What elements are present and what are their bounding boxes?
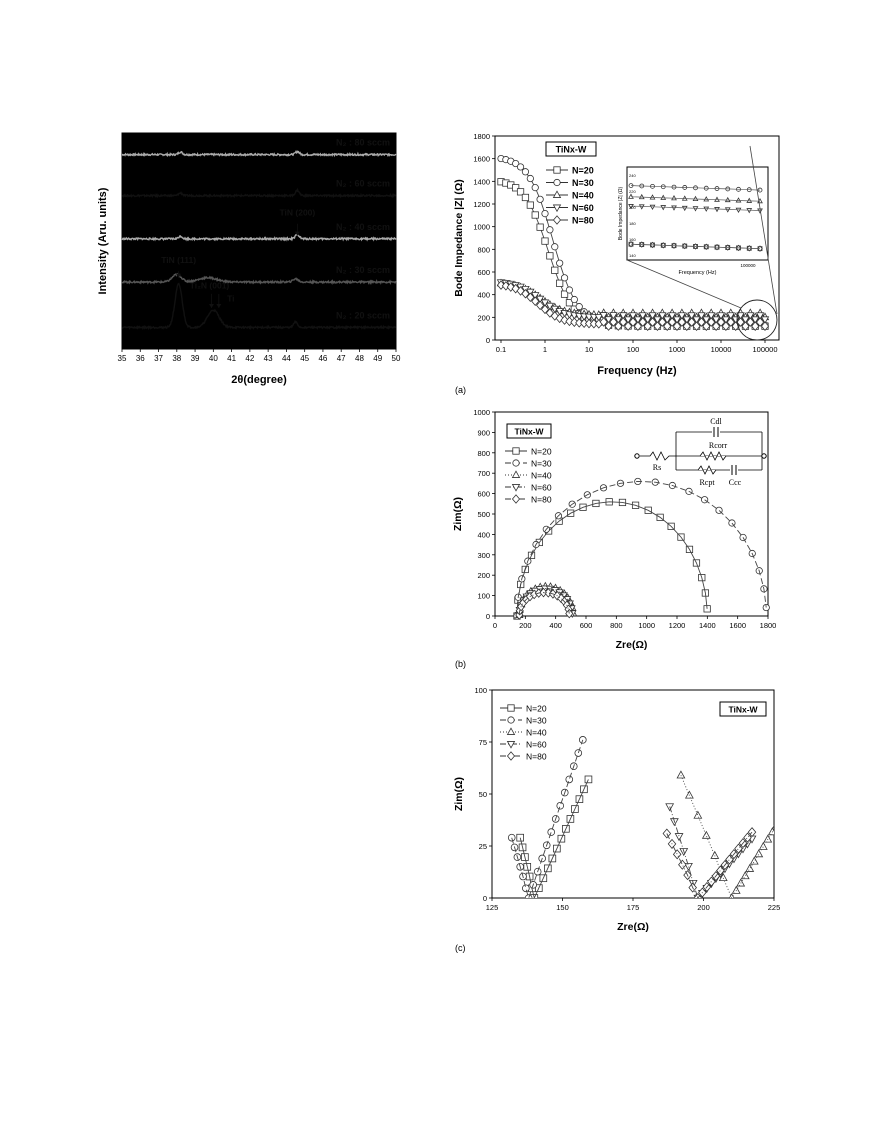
legend-title: TiNx-W bbox=[514, 426, 544, 437]
zoom-y-axis-label: Zim(Ω) bbox=[453, 776, 465, 812]
inset-y-tick: 140 bbox=[629, 253, 636, 258]
bode-marker bbox=[576, 303, 582, 309]
bode-marker bbox=[522, 169, 528, 175]
legend-label: N=80 bbox=[531, 494, 552, 505]
legend-title: TiNx-W bbox=[728, 704, 758, 715]
circuit-label: Rs bbox=[652, 463, 662, 472]
bode-marker bbox=[537, 196, 543, 202]
xrd-annotation: TiN (111) bbox=[161, 254, 197, 265]
x-tick-label: 225 bbox=[767, 903, 781, 912]
x-tick-label: 800 bbox=[610, 621, 623, 630]
circuit-label: Ccc bbox=[728, 478, 742, 487]
legend-label: N=80 bbox=[526, 751, 547, 762]
legend-marker bbox=[508, 705, 514, 711]
y-tick-label: 700 bbox=[477, 469, 490, 479]
x-tick-label: 43 bbox=[263, 354, 273, 363]
y-tick-label: 1800 bbox=[473, 132, 490, 141]
x-tick-label: 125 bbox=[485, 903, 499, 912]
x-tick-label: 49 bbox=[373, 354, 383, 363]
x-tick-label: 38 bbox=[172, 354, 182, 363]
circuit-terminal bbox=[762, 454, 766, 458]
nyquist-zoom-chart bbox=[453, 686, 790, 953]
circuit-label: Cdl bbox=[710, 417, 722, 426]
x-tick-label: 40 bbox=[208, 354, 218, 363]
y-tick-label: 0 bbox=[485, 612, 490, 621]
circuit-label: Rcorr bbox=[708, 441, 728, 450]
x-tick-label: 36 bbox=[135, 354, 145, 363]
xrd-annotation: Ti₂N (001) bbox=[189, 280, 230, 291]
x-tick-label: 200 bbox=[519, 621, 532, 630]
x-tick-label: 1200 bbox=[668, 621, 686, 630]
legend-label: N=60 bbox=[531, 482, 552, 493]
legend-label: N=30 bbox=[531, 458, 552, 469]
x-tick-label: 0 bbox=[492, 621, 498, 630]
x-tick-label: 50 bbox=[391, 354, 401, 363]
xrd-y-axis-label: Intensity (Aru. units) bbox=[97, 187, 109, 295]
inset-y-label: Bode Impedance |Z| (Ω) bbox=[618, 186, 624, 241]
bode-marker bbox=[542, 210, 548, 216]
bode-marker bbox=[556, 280, 562, 286]
x-tick-label: 45 bbox=[300, 354, 310, 363]
y-tick-label: 100 bbox=[474, 686, 487, 695]
legend-label: N=60 bbox=[526, 739, 547, 750]
x-tick-label: 100000 bbox=[752, 345, 778, 354]
y-tick-label: 100 bbox=[477, 591, 490, 601]
x-tick-label: 1800 bbox=[759, 621, 777, 630]
inset-y-tick: 220 bbox=[629, 189, 636, 194]
x-tick-label: 44 bbox=[281, 354, 291, 363]
legend-label: N=20 bbox=[531, 446, 552, 457]
x-tick-label: 1 bbox=[542, 345, 548, 354]
x-tick-label: 600 bbox=[579, 621, 593, 630]
zoom-marker bbox=[575, 750, 582, 757]
x-tick-label: 35 bbox=[117, 354, 127, 363]
y-tick-label: 25 bbox=[478, 842, 487, 851]
bode-marker bbox=[527, 202, 533, 208]
xrd-series-label: N₂ : 60 sccm bbox=[335, 178, 390, 189]
bode-marker bbox=[552, 267, 558, 273]
y-tick-label: 800 bbox=[477, 448, 490, 458]
zoom-marker bbox=[548, 829, 555, 836]
zoom-marker bbox=[579, 736, 586, 743]
circuit-gap bbox=[712, 428, 720, 436]
legend-marker bbox=[513, 460, 519, 466]
bode-marker bbox=[571, 296, 577, 302]
inset-x-tick: 100000 bbox=[740, 263, 756, 268]
x-tick-label: 46 bbox=[318, 354, 328, 363]
legend-label: N=20 bbox=[526, 703, 547, 714]
panel-label-c: (c) bbox=[455, 943, 466, 953]
xrd-annotation: TiN (200) bbox=[279, 207, 316, 218]
bode-marker bbox=[566, 287, 572, 293]
y-tick-label: 50 bbox=[478, 790, 487, 799]
zoom-marker bbox=[517, 834, 524, 841]
zoom-marker bbox=[585, 776, 592, 783]
nyquist-chart bbox=[452, 408, 776, 669]
x-tick-label: 42 bbox=[245, 354, 255, 363]
xrd-series-label: N₂ : 40 sccm bbox=[335, 221, 390, 232]
x-tick-label: 10000 bbox=[710, 345, 732, 354]
legend-label: N=80 bbox=[572, 215, 594, 226]
zoom-marker bbox=[566, 776, 573, 783]
x-tick-label: 39 bbox=[190, 354, 200, 363]
inset-x-label: Frequency (Hz) bbox=[678, 270, 717, 276]
x-tick-label: 10 bbox=[584, 345, 594, 354]
xrd-chart bbox=[97, 133, 401, 386]
panel-label-a: (a) bbox=[455, 385, 466, 395]
x-tick-label: 37 bbox=[154, 354, 163, 363]
bode-marker bbox=[561, 275, 567, 281]
x-tick-label: 41 bbox=[227, 354, 237, 363]
circuit-label: Rcpt bbox=[699, 478, 715, 487]
x-tick-label: 150 bbox=[556, 903, 569, 912]
xrd-series-label: N₂ : 30 sccm bbox=[335, 265, 390, 276]
legend-marker bbox=[554, 179, 560, 185]
x-tick-label: 1400 bbox=[698, 621, 716, 630]
y-tick-label: 300 bbox=[477, 550, 490, 560]
xrd-annotation: Ti bbox=[227, 293, 235, 304]
bode-marker bbox=[532, 212, 538, 218]
inset-y-tick: 180 bbox=[629, 221, 636, 226]
zoom-marker bbox=[557, 802, 564, 809]
bode-marker bbox=[556, 260, 562, 266]
y-tick-label: 200 bbox=[477, 571, 490, 581]
bode-marker bbox=[547, 253, 553, 259]
nyquist-y-axis-label: Zim(Ω) bbox=[452, 496, 464, 532]
zoom-marker bbox=[508, 834, 515, 841]
bode-y-axis-label: Bode Impedance |Z| (Ω) bbox=[453, 179, 465, 297]
y-tick-label: 0 bbox=[485, 336, 490, 345]
zoom-marker bbox=[782, 806, 789, 813]
y-tick-label: 1400 bbox=[473, 177, 490, 187]
bode-x-axis-label: Frequency (Hz) bbox=[597, 365, 677, 377]
legend-title: TiNx-W bbox=[555, 144, 587, 155]
x-tick-label: 1000 bbox=[668, 345, 686, 354]
legend-label: N=30 bbox=[572, 178, 594, 188]
nyquist-x-axis-label: Zre(Ω) bbox=[615, 639, 648, 651]
y-tick-label: 1200 bbox=[473, 200, 490, 209]
bode-marker bbox=[522, 194, 528, 200]
y-tick-label: 600 bbox=[477, 268, 490, 277]
y-tick-label: 75 bbox=[478, 738, 487, 747]
x-tick-label: 175 bbox=[626, 903, 640, 912]
bode-marker bbox=[517, 164, 523, 170]
circuit-gap bbox=[730, 466, 738, 474]
bode-marker bbox=[552, 244, 558, 250]
zoom-marker bbox=[522, 885, 529, 892]
x-tick-label: 0.1 bbox=[495, 345, 507, 354]
inset-y-tick: 160 bbox=[629, 237, 636, 242]
legend-label: N=20 bbox=[572, 165, 594, 176]
bode-marker bbox=[527, 175, 533, 181]
legend-label: N=60 bbox=[572, 203, 594, 213]
zoom-marker bbox=[525, 895, 532, 902]
zoom-x-axis-label: Zre(Ω) bbox=[617, 921, 649, 933]
xrd-series-label: N₂ : 20 sccm bbox=[335, 310, 390, 321]
x-tick-label: 400 bbox=[549, 621, 562, 630]
y-tick-label: 400 bbox=[477, 290, 490, 300]
bode-marker bbox=[542, 238, 548, 244]
legend-marker bbox=[554, 167, 560, 173]
bode-marker bbox=[532, 184, 538, 190]
y-tick-label: 1600 bbox=[473, 154, 490, 164]
y-tick-label: 600 bbox=[477, 489, 490, 499]
x-tick-label: 47 bbox=[336, 354, 346, 363]
y-tick-label: 0 bbox=[482, 894, 487, 903]
zoom-marker bbox=[778, 813, 785, 820]
legend-label: N=40 bbox=[572, 190, 594, 201]
x-tick-label: 200 bbox=[697, 903, 710, 912]
legend-label: N=40 bbox=[526, 727, 547, 738]
legend-marker bbox=[513, 448, 519, 454]
bode-chart bbox=[453, 132, 779, 395]
bode-marker bbox=[547, 227, 553, 233]
circuit-terminal bbox=[635, 454, 639, 458]
legend-label: N=30 bbox=[526, 715, 547, 726]
panel-label-b: (b) bbox=[455, 659, 466, 669]
inset-y-tick: 200 bbox=[629, 205, 636, 210]
y-tick-label: 1000 bbox=[473, 408, 490, 417]
bode-marker bbox=[537, 224, 543, 230]
legend-marker bbox=[508, 717, 514, 723]
nyquist-marker bbox=[701, 497, 707, 503]
y-tick-label: 800 bbox=[477, 245, 490, 255]
x-tick-label: 100 bbox=[626, 345, 640, 354]
x-tick-label: 48 bbox=[355, 354, 364, 363]
legend-label: N=40 bbox=[531, 470, 552, 481]
y-tick-label: 1000 bbox=[473, 222, 490, 232]
xrd-x-axis-label: 2θ(degree) bbox=[231, 374, 287, 386]
xrd-series-label: N₂ : 80 sccm bbox=[335, 137, 390, 148]
y-tick-label: 900 bbox=[477, 428, 490, 438]
inset-y-tick: 240 bbox=[629, 173, 636, 178]
y-tick-label: 400 bbox=[477, 530, 490, 540]
x-tick-label: 1000 bbox=[638, 621, 656, 630]
x-tick-label: 1600 bbox=[729, 621, 747, 630]
y-tick-label: 200 bbox=[477, 313, 490, 323]
y-tick-label: 500 bbox=[477, 510, 490, 519]
